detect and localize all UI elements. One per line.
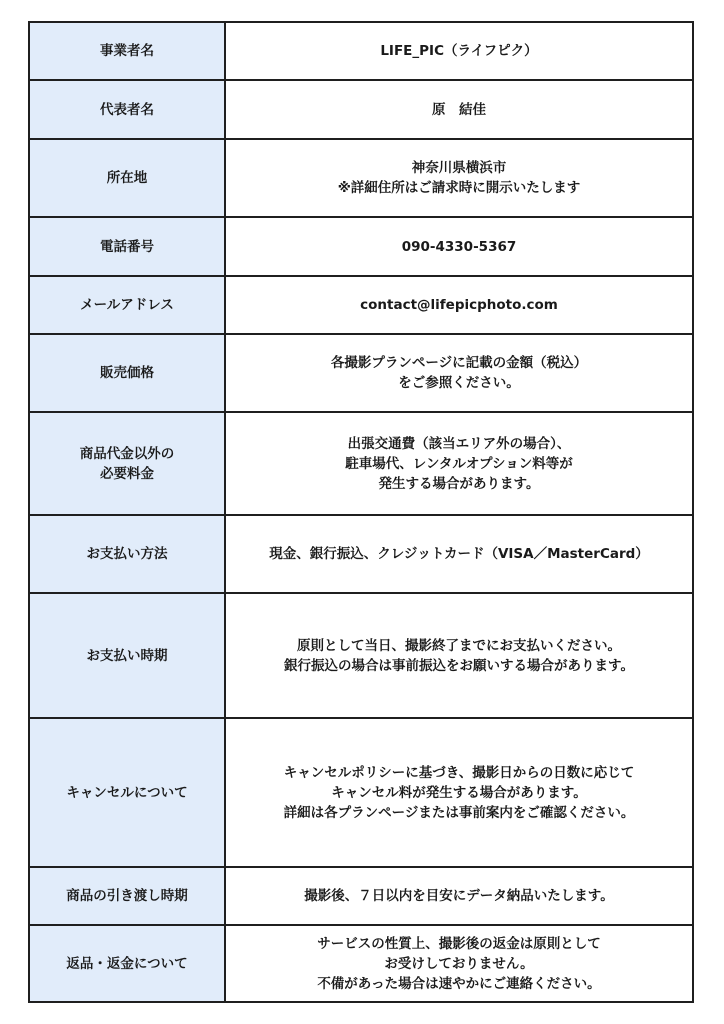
- value-payment-method: 現金、銀行振込、クレジットカード（VISA／MasterCard）: [225, 515, 693, 593]
- label-payment-timing: お支払い時期: [29, 593, 225, 718]
- label-email: メールアドレス: [29, 276, 225, 334]
- value-business-name: LIFE_PIC（ライフピク）: [225, 22, 693, 80]
- row-address: [29, 139, 693, 217]
- row-extra-fees: [29, 412, 693, 515]
- label-extra-fees: 商品代金以外の 必要料金: [29, 412, 225, 515]
- row-refund: [29, 925, 693, 1002]
- label-business-name: 事業者名: [29, 22, 225, 80]
- row-phone: [29, 217, 693, 276]
- value-delivery: 撮影後、７日以内を目安にデータ納品いたします。: [225, 867, 693, 925]
- label-payment-method: お支払い方法: [29, 515, 225, 593]
- row-business-name: [29, 22, 693, 80]
- label-phone: 電話番号: [29, 217, 225, 276]
- value-refund: サービスの性質上、撮影後の返金は原則として お受けしておりません。 不備があった場合は速やかにご連絡ください。: [225, 925, 693, 1002]
- label-delivery: 商品の引き渡し時期: [29, 867, 225, 925]
- value-phone: 090-4330-5367: [225, 217, 693, 276]
- row-representative: [29, 80, 693, 139]
- value-cancellation: キャンセルポリシーに基づき、撮影日からの日数に応じて キャンセル料が発生する場合があります。 詳細は各プランページまたは事前案内をご確認ください。: [225, 718, 693, 867]
- business-info-table: [28, 21, 694, 1003]
- value-address: 神奈川県横浜市 ※詳細住所はご請求時に開示いたします: [225, 139, 693, 217]
- row-cancellation: [29, 718, 693, 867]
- value-representative: 原 結佳: [225, 80, 693, 139]
- value-extra-fees: 出張交通費（該当エリア外の場合）、 駐車場代、レンタルオプション料等が 発生する場合があります。: [225, 412, 693, 515]
- label-address: 所在地: [29, 139, 225, 217]
- label-price: 販売価格: [29, 334, 225, 412]
- value-email: contact@lifepicphoto.com: [225, 276, 693, 334]
- label-refund: 返品・返金について: [29, 925, 225, 1002]
- value-payment-timing: 原則として当日、撮影終了までにお支払いください。 銀行振込の場合は事前振込をお願いする場合があります。: [225, 593, 693, 718]
- row-delivery: [29, 867, 693, 925]
- row-payment-timing: [29, 593, 693, 718]
- row-price: [29, 334, 693, 412]
- row-email: [29, 276, 693, 334]
- label-representative: 代表者名: [29, 80, 225, 139]
- row-payment-method: [29, 515, 693, 593]
- value-price: 各撮影プランページに記載の金額（税込） をご参照ください。: [225, 334, 693, 412]
- label-cancellation: キャンセルについて: [29, 718, 225, 867]
